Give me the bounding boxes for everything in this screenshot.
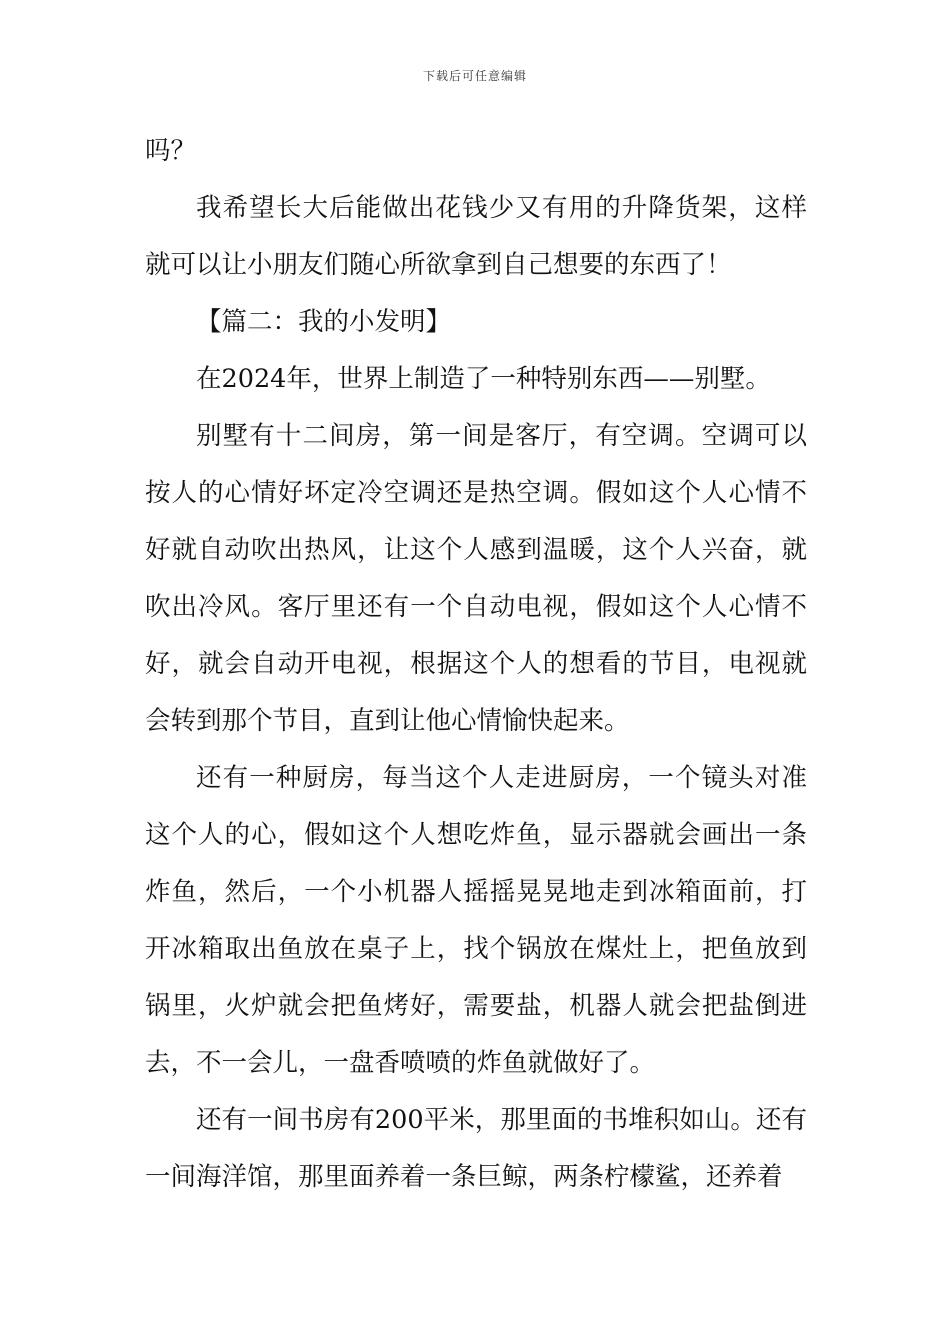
paragraph-intro: 在2024年，世界上制造了一种特别东西——别墅。 [196, 364, 771, 394]
section-heading: 【篇二：我的小发明】 [196, 307, 452, 337]
paragraph-kitchen: 还有一种厨房，每当这个人走进厨房，一个镜头对准这个人的心，假如这个人想吃炸鱼，显示器就会画出一条炸鱼，然后，一个小机器人摇摇晃晃地走到冰箱面前，打开冰箱取出鱼放在桌子上，找个锅放在煤灶上，把鱼放到锅里，火炉就会把鱼烤好，需要盐，机器人就会把盐倒进去，不一会儿，一盘香喷喷的炸鱼就做好了。 [145, 763, 807, 1078]
paragraph-continuation: 吗？ [145, 136, 197, 166]
paragraph-living-room: 别墅有十二间房，第一间是客厅，有空调。空调可以按人的心情好坏定冷空调还是热空调。假如这个人心情不好就自动吹出热风，让这个人感到温暖，这个人兴奋，就吹出冷风。客厅里还有一个自动电视，假如这个人心情不好，就会自动开电视，根据这个人的想看的节目，电视就会转到那个节目，直到让他心情愉快起来。 [145, 421, 807, 736]
paragraph-wish: 我希望长大后能做出花钱少又有用的升降货架，这样就可以让小朋友们随心所欲拿到自己想要的东西了！ [145, 193, 807, 280]
paragraph-study-aquarium: 还有一间书房有200平米，那里面的书堆积如山。还有一间海洋馆，那里面养着一条巨鲸，两条柠檬鲨，还养着 [145, 1105, 807, 1192]
document-body [145, 123, 807, 1206]
page-header: 下载后可任意编辑 [422, 69, 527, 83]
